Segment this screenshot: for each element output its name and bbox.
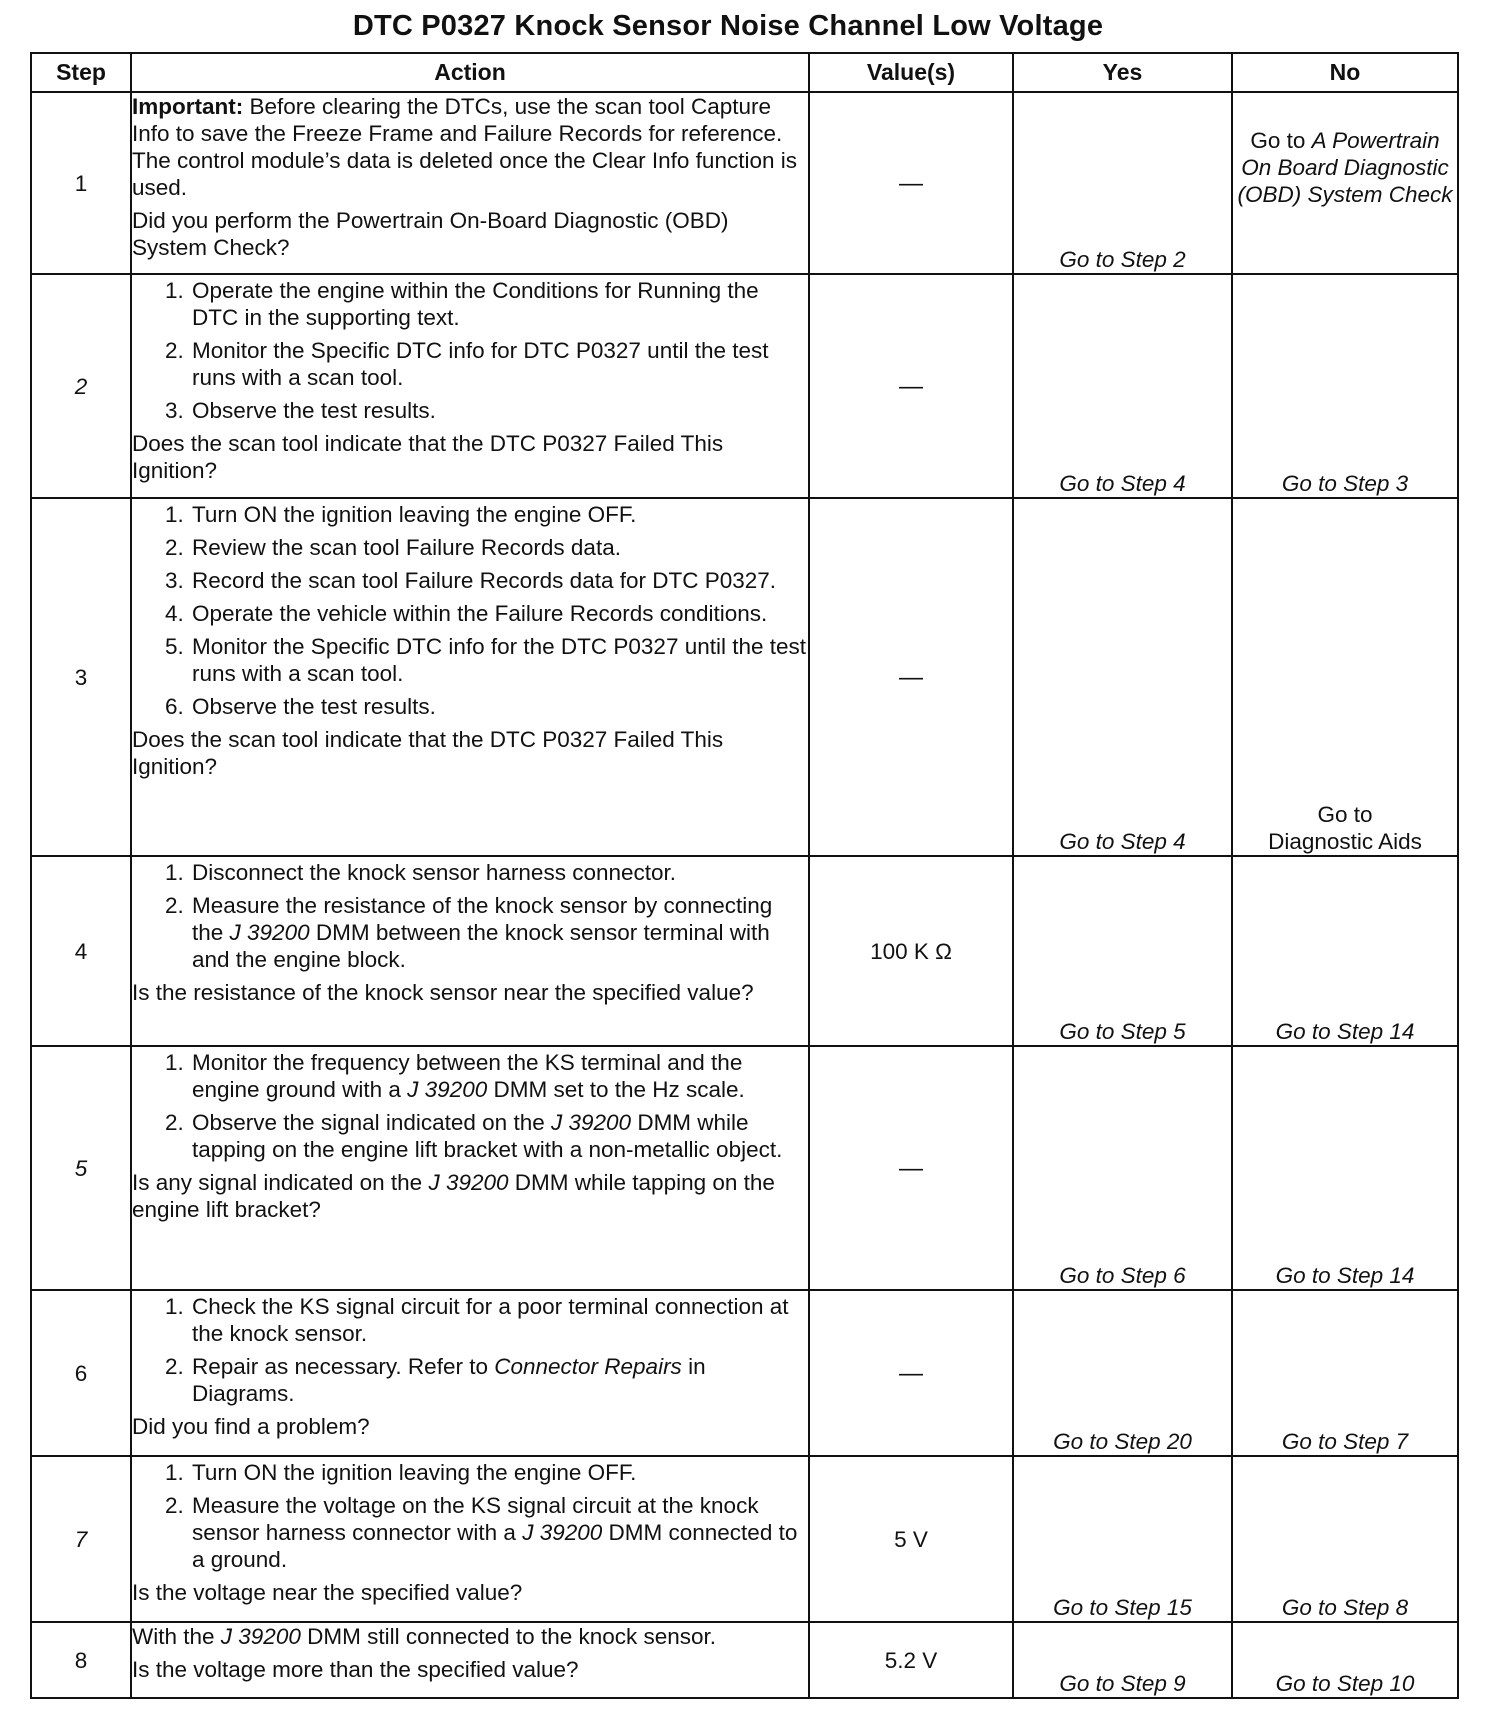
step-number: 2	[31, 274, 131, 498]
no-link[interactable]: Go to Step 14	[1232, 1046, 1458, 1290]
step-question: Does the scan tool indicate that the DTC P0327 Failed This Ignition?	[132, 431, 724, 483]
header-step: Step	[31, 53, 131, 92]
table-row	[31, 1046, 1458, 1290]
step-question: Did you find a problem?	[132, 1414, 370, 1439]
yes-link[interactable]: Go to Step 15	[1013, 1456, 1232, 1622]
action-item: 2. Repair as necessary. Refer to Connector Repairs in Diagrams.	[190, 1353, 808, 1407]
value-cell: 5 V	[809, 1456, 1013, 1622]
action-cell	[131, 1046, 809, 1290]
action-item: 2. Measure the voltage on the KS signal circuit at the knock sensor harness connector with a J 39200 DMM connected to a ground.	[190, 1492, 808, 1573]
step-number: 4	[31, 856, 131, 1046]
page-title: DTC P0327 Knock Sensor Noise Channel Low Voltage	[352, 10, 1104, 42]
tool-reference: J 39200	[229, 920, 310, 945]
yes-link[interactable]: Go to Step 4	[1013, 274, 1232, 498]
no-link[interactable]: Go to Step 3	[1232, 274, 1458, 498]
action-line: With the J 39200 DMM still connected to the knock sensor.	[132, 1624, 717, 1649]
action-item: 3. Record the scan tool Failure Records data for DTC P0327.	[190, 567, 808, 594]
important-note: Important: Before clearing the DTCs, use the scan tool Capture Info to save the Freeze Frame and Failure Records for reference. The control module’s data is deleted once the Clear Info function is used.	[132, 94, 797, 200]
action-item: 2. Measure the resistance of the knock sensor by connecting the J 39200 DMM between the knock sensor terminal with and the engine block.	[190, 892, 808, 973]
no-link[interactable]: Go to Step 10	[1232, 1622, 1458, 1698]
step-number: 7	[31, 1456, 131, 1622]
value-cell: 5.2 V	[809, 1622, 1013, 1698]
table-row	[31, 498, 1458, 856]
action-item: 1. Disconnect the knock sensor harness connector.	[190, 859, 808, 886]
action-item: 2. Monitor the Specific DTC info for DTC P0327 until the test runs with a scan tool.	[190, 337, 808, 391]
action-item: 1. Turn ON the ignition leaving the engine OFF.	[190, 1459, 808, 1486]
step-question: Is any signal indicated on the J 39200 DMM while tapping on the engine lift bracket?	[132, 1170, 775, 1222]
value-cell: —	[809, 498, 1013, 856]
step-question: Does the scan tool indicate that the DTC P0327 Failed This Ignition?	[132, 727, 724, 779]
yes-link[interactable]: Go to Step 20	[1013, 1290, 1232, 1456]
value-cell: —	[809, 92, 1013, 274]
value-cell: —	[809, 1290, 1013, 1456]
table-row	[31, 856, 1458, 1046]
action-cell	[131, 1456, 809, 1622]
action-item: 1. Operate the engine within the Conditions for Running the DTC in the supporting text.	[190, 277, 808, 331]
table-row	[31, 274, 1458, 498]
yes-link[interactable]: Go to Step 5	[1013, 856, 1232, 1046]
no-link[interactable]: Go to Step 7	[1232, 1290, 1458, 1456]
step-question: Is the voltage more than the specified value?	[132, 1657, 579, 1682]
action-cell	[131, 92, 809, 274]
tool-reference: J 39200	[407, 1077, 488, 1102]
step-number: 1	[31, 92, 131, 274]
action-cell	[131, 1622, 809, 1698]
tool-reference: J 39200	[428, 1170, 509, 1195]
step-question: Did you perform the Powertrain On-Board Diagnostic (OBD) System Check?	[132, 208, 729, 260]
action-item: 1. Check the KS signal circuit for a poor terminal connection at the knock sensor.	[190, 1293, 808, 1347]
no-link[interactable]: Go to Step 14	[1232, 856, 1458, 1046]
step-number: 6	[31, 1290, 131, 1456]
action-item: 1. Turn ON the ignition leaving the engine OFF.	[190, 501, 808, 528]
table-row	[31, 1622, 1458, 1698]
header-no: No	[1232, 53, 1458, 92]
action-item: 3. Observe the test results.	[190, 397, 808, 424]
step-number: 3	[31, 498, 131, 856]
yes-link[interactable]: Go to Step 4	[1013, 498, 1232, 856]
action-item: 2. Observe the signal indicated on the J 39200 DMM while tapping on the engine lift bracket with a non-metallic object.	[190, 1109, 808, 1163]
yes-link[interactable]: Go to Step 2	[1013, 92, 1232, 274]
action-item: 5. Monitor the Specific DTC info for the DTC P0327 until the test runs with a scan tool.	[190, 633, 808, 687]
action-item: 2. Review the scan tool Failure Records data.	[190, 534, 808, 561]
action-cell	[131, 498, 809, 856]
tool-reference: J 39200	[522, 1520, 603, 1545]
tool-reference: J 39200	[220, 1624, 301, 1649]
header-action: Action	[131, 53, 809, 92]
tool-reference: J 39200	[550, 1110, 632, 1135]
action-cell	[131, 1290, 809, 1456]
table-row	[31, 1290, 1458, 1456]
action-item: 4. Operate the vehicle within the Failure Records conditions.	[190, 600, 808, 627]
no-link[interactable]: Go to Diagnostic Aids	[1232, 498, 1458, 856]
action-cell	[131, 856, 809, 1046]
step-number: 5	[31, 1046, 131, 1290]
diagnostic-table	[30, 52, 1459, 1699]
step-question: Is the voltage near the specified value?	[132, 1580, 523, 1605]
yes-link[interactable]: Go to Step 6	[1013, 1046, 1232, 1290]
step-number: 8	[31, 1622, 131, 1698]
document-reference: Connector Repairs	[494, 1354, 682, 1379]
value-cell: 100 K Ω	[809, 856, 1013, 1046]
step-question: Is the resistance of the knock sensor near the specified value?	[132, 980, 754, 1005]
no-link[interactable]: Go to A Powertrain On Board Diagnostic (OBD) System Check	[1232, 92, 1458, 274]
no-link[interactable]: Go to Step 8	[1232, 1456, 1458, 1622]
yes-link[interactable]: Go to Step 9	[1013, 1622, 1232, 1698]
table-header-row	[31, 53, 1458, 92]
action-item: 6. Observe the test results.	[190, 693, 808, 720]
action-item: 1. Monitor the frequency between the KS terminal and the engine ground with a J 39200 DMM set to the Hz scale.	[190, 1049, 808, 1103]
value-cell: —	[809, 274, 1013, 498]
table-row	[31, 92, 1458, 274]
header-values: Value(s)	[809, 53, 1013, 92]
value-cell: —	[809, 1046, 1013, 1290]
table-row	[31, 1456, 1458, 1622]
action-cell	[131, 274, 809, 498]
header-yes: Yes	[1013, 53, 1232, 92]
important-label: Important:	[132, 94, 244, 119]
